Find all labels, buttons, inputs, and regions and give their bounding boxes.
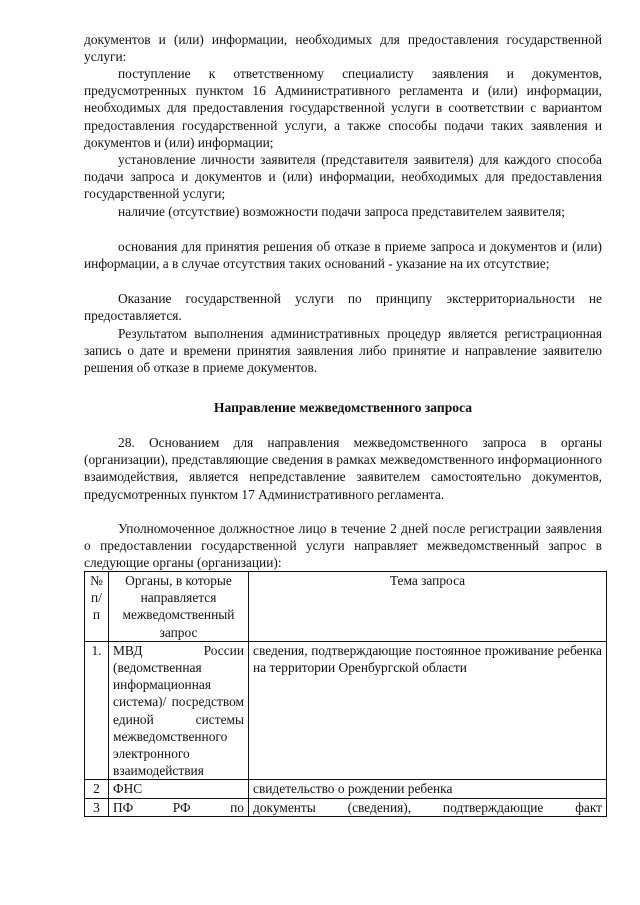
paragraph-extraterritoriality: Оказание государственной услуги по принципу экстерриториальности не предоставляется. — [84, 291, 602, 324]
header-num: № п/п — [85, 572, 109, 642]
section-heading: Направление межведомственного запроса — [213, 400, 473, 415]
paragraph-submission: поступление к ответственному специалисту заявления и документов, предусмотренных пунктом 16 Административного регламента и (или) информации, необходимых для предоставления государственной услуги в соответствии с вариантом предоставления государственной услуги, а также способы подачи таких заявления и документов и (или) информации; — [84, 66, 602, 150]
table-row — [85, 641, 607, 780]
row-num: 3 — [85, 798, 109, 816]
row-org: ФНС — [109, 780, 249, 798]
paragraph-intro: документов и (или) информации, необходимых для предоставления государственной услуги: — [84, 32, 602, 65]
interagency-request-table — [84, 571, 607, 817]
row-org: ПФ РФ по — [109, 798, 249, 816]
header-topic: Тема запроса — [249, 572, 607, 642]
row-num: 2 — [85, 780, 109, 798]
row-org: МВД России (ведомственная информационная система)/ посредством единой системы межведомственного электронного взаимодействия — [109, 641, 249, 780]
header-org: Органы, в которые направляется межведомственный запрос — [109, 572, 249, 642]
table-row — [85, 780, 607, 798]
row-topic: документы (сведения), подтверждающие факт — [249, 798, 607, 816]
paragraph-basis: 28. Основанием для направления межведомственного запроса в органы (организации), представляющие сведения в рамках межведомственного информационного взаимодействия, является непредставление заявителем самостоятельно документов, предусмотренных пунктом 17 Административного регламента. — [84, 435, 602, 502]
table-row — [85, 798, 607, 816]
paragraph-authorized-official: Уполномоченное должностное лицо в течение 2 дней после регистрации заявления о предоставлении государственной услуги направляет межведомственный запрос в следующие органы (организации): — [84, 521, 602, 571]
table-header-row — [85, 572, 607, 642]
paragraph-result: Результатом выполнения административных процедур является регистрационная запись о дате и времени принятия заявления либо принятие и направление заявителю решения об отказе в приеме документов. — [84, 326, 602, 376]
paragraph-refusal-grounds: основания для принятия решения об отказе в приеме запроса и документов и (или) информации, а в случае отсутствия таких оснований - указание на их отсутствие; — [84, 239, 602, 272]
paragraph-representative: наличие (отсутствие) возможности подачи запроса представителем заявителя; — [118, 204, 565, 219]
row-topic: свидетельство о рождении ребенка — [249, 780, 607, 798]
row-topic: сведения, подтверждающие постоянное проживание ребенка на территории Оренбургской области — [249, 641, 607, 780]
row-num: 1. — [85, 641, 109, 780]
paragraph-identification: установление личности заявителя (представителя заявителя) для каждого способа подачи запроса и документов и (или) информации, необходимых для предоставления государственной услуги; — [84, 152, 602, 202]
